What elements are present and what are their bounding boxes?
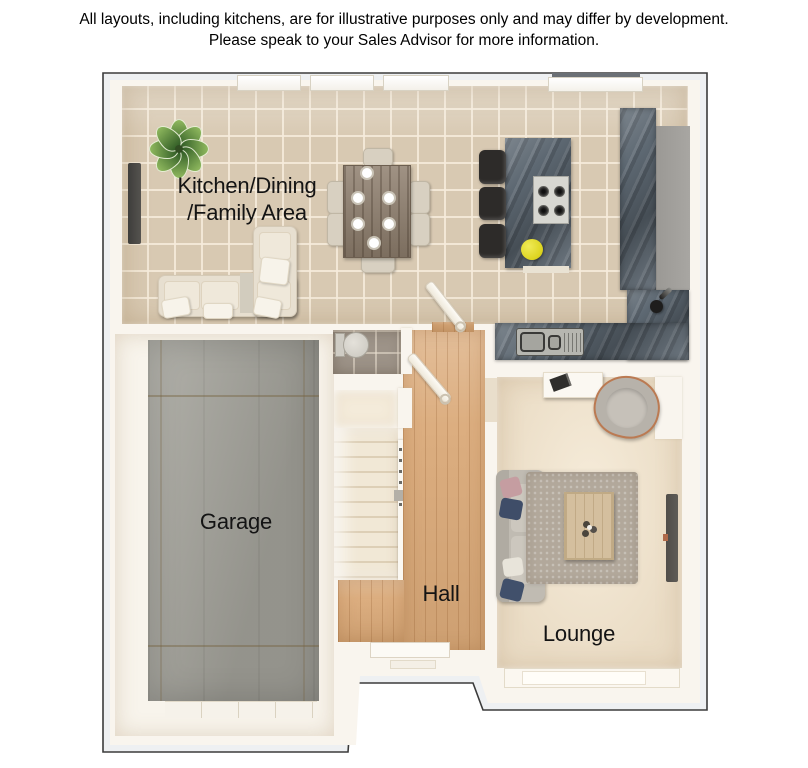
garage-joint	[160, 340, 162, 701]
table-decor-vase	[587, 525, 592, 530]
sofa-pillow	[203, 303, 233, 319]
hall-label	[398, 580, 484, 607]
fruit-bowl	[521, 239, 543, 260]
dinner-plate	[382, 217, 396, 231]
kitchen-window-4	[548, 77, 643, 92]
lounge-label	[529, 620, 629, 647]
front-door-step	[390, 660, 436, 669]
lounge-label-text: Lounge	[542, 621, 616, 646]
bar-stool	[479, 187, 506, 220]
dinner-plate	[360, 166, 374, 180]
bar-stool	[479, 224, 506, 258]
sofa-pillow	[259, 256, 291, 285]
coffee-table	[564, 492, 614, 560]
landing-right-wall	[398, 388, 412, 428]
kitchen-window-1	[237, 75, 301, 91]
sofa-pillow-cream	[502, 557, 524, 578]
floor-plan	[102, 72, 708, 753]
tall-fridge-unit	[656, 126, 690, 290]
dinner-plate	[382, 191, 396, 205]
staircase	[334, 428, 398, 580]
sofa-pillow-navy	[498, 497, 523, 521]
disclaimer-line1: All layouts, including kitchens, are for illustrative purposes only and may differ by development.	[79, 11, 729, 28]
sink-bowl-large	[520, 332, 545, 352]
kitchen-label	[132, 172, 362, 226]
garage-joint	[148, 395, 319, 397]
kitchen-sink	[516, 328, 584, 356]
garage-label-text: Garage	[199, 509, 273, 534]
hob-burner	[554, 205, 565, 216]
hob	[533, 176, 569, 224]
hall-floor-under-stairs	[338, 580, 404, 642]
dining-chair-right-1	[409, 181, 430, 214]
garage-joint	[148, 645, 319, 647]
lounge-doorway-threshold	[485, 378, 497, 422]
garage-door	[165, 701, 317, 718]
table-decor	[582, 530, 589, 537]
garage-label	[186, 508, 286, 535]
kitchen-window-3	[383, 75, 449, 91]
black-tap	[650, 300, 663, 313]
toilet-bowl	[343, 332, 369, 358]
hob-burner	[538, 186, 549, 197]
kitchen-label-line1: Kitchen/Dining	[177, 173, 317, 198]
potted-plant	[148, 118, 210, 180]
lounge-bay-window-inner	[522, 671, 646, 685]
tv-mount-mark	[663, 534, 668, 541]
kitchen-window-2	[310, 75, 374, 91]
sink-drainer	[564, 333, 581, 352]
sink-bowl-small	[548, 335, 561, 350]
island-breakfast-bar	[523, 266, 569, 273]
hob-burner	[554, 186, 565, 197]
disclaimer	[0, 9, 808, 51]
bar-stool	[479, 150, 506, 184]
dining-chair-right-2	[409, 213, 430, 246]
hall-label-text: Hall	[422, 581, 460, 606]
stair-landing	[334, 390, 398, 428]
front-door-threshold	[370, 642, 450, 658]
corner-sofa-side-table	[240, 273, 253, 313]
hob-burner	[538, 205, 549, 216]
kitchen-label-line2: /Family Area	[187, 200, 307, 225]
armchair-cushion	[602, 383, 652, 432]
worktop-right	[620, 108, 656, 290]
garage-joint	[303, 340, 305, 701]
disclaimer-line2: Please speak to your Sales Advisor for more information.	[208, 32, 600, 49]
dinner-plate	[367, 236, 381, 250]
wc-right-wall	[401, 328, 412, 374]
